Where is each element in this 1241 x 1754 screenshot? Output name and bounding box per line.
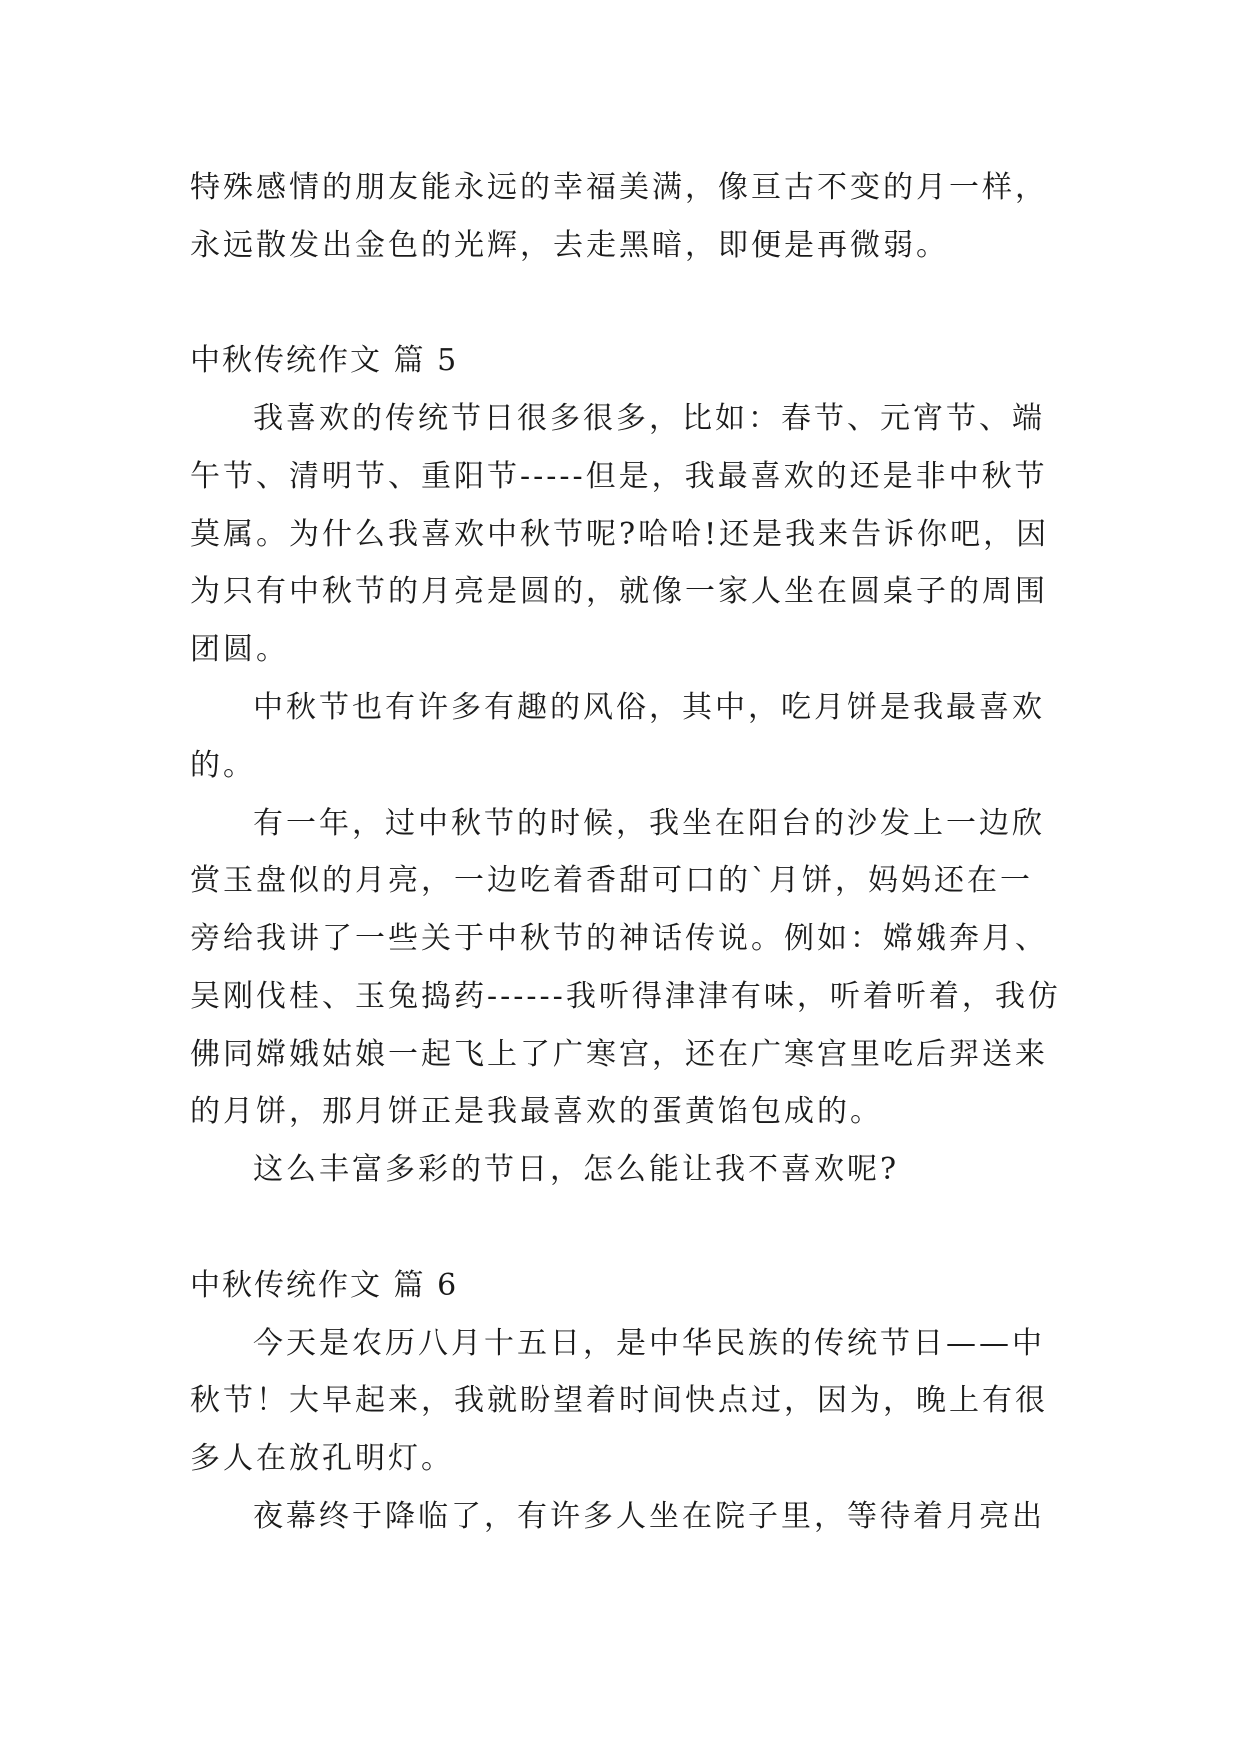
paragraph-line: 的月饼，那月饼正是我最喜欢的蛋黄馅包成的。 — [190, 1094, 883, 1129]
paragraph-line: 莫属。为什么我喜欢中秋节呢?哈哈!还是我来告诉你吧，因 — [190, 517, 1050, 552]
paragraph-line: 团圆。 — [190, 632, 289, 667]
section-heading: 中秋传统作文 篇 6 — [190, 1268, 459, 1303]
paragraph-line: 多人在放孔明灯。 — [190, 1441, 454, 1476]
paragraph-line: 赏玉盘似的月亮，一边吃着香甜可口的`月饼，妈妈还在一 — [190, 863, 1033, 898]
paragraph-line: 吴刚伐桂、玉兔捣药------我听得津津有味，听着听着，我仿 — [190, 979, 1061, 1014]
paragraph-line: 特殊感情的朋友能永远的幸福美满，像亘古不变的月一样， — [190, 170, 1048, 205]
paragraph-line: 夜幕终于降临了，有许多人坐在院子里，等待着月亮出 — [253, 1499, 1045, 1534]
paragraph-line: 秋节！大早起来，我就盼望着时间快点过，因为，晚上有很 — [190, 1383, 1048, 1418]
paragraph-line: 为只有中秋节的月亮是圆的，就像一家人坐在圆桌子的周围 — [190, 574, 1048, 609]
paragraph-line: 有一年，过中秋节的时候，我坐在阳台的沙发上一边欣 — [253, 806, 1045, 841]
paragraph-line: 这么丰富多彩的节日，怎么能让我不喜欢呢? — [253, 1152, 900, 1187]
paragraph-line: 永远散发出金色的光辉，去走黑暗，即便是再微弱。 — [190, 228, 949, 263]
paragraph-line: 午节、清明节、重阳节-----但是，我最喜欢的还是非中秋节 — [190, 459, 1048, 494]
paragraph-line: 佛同嫦娥姑娘一起飞上了广寒宫，还在广寒宫里吃后羿送来 — [190, 1037, 1048, 1072]
paragraph-line: 今天是农历八月十五日，是中华民族的传统节日——中 — [253, 1326, 1045, 1361]
paragraph-line: 我喜欢的传统节日很多很多，比如：春节、元宵节、端 — [253, 401, 1045, 436]
paragraph-line: 的。 — [190, 748, 256, 783]
paragraph-line: 旁给我讲了一些关于中秋节的神话传说。例如：嫦娥奔月、 — [190, 921, 1048, 956]
section-heading: 中秋传统作文 篇 5 — [190, 343, 459, 378]
paragraph-line: 中秋节也有许多有趣的风俗，其中，吃月饼是我最喜欢 — [253, 690, 1045, 725]
